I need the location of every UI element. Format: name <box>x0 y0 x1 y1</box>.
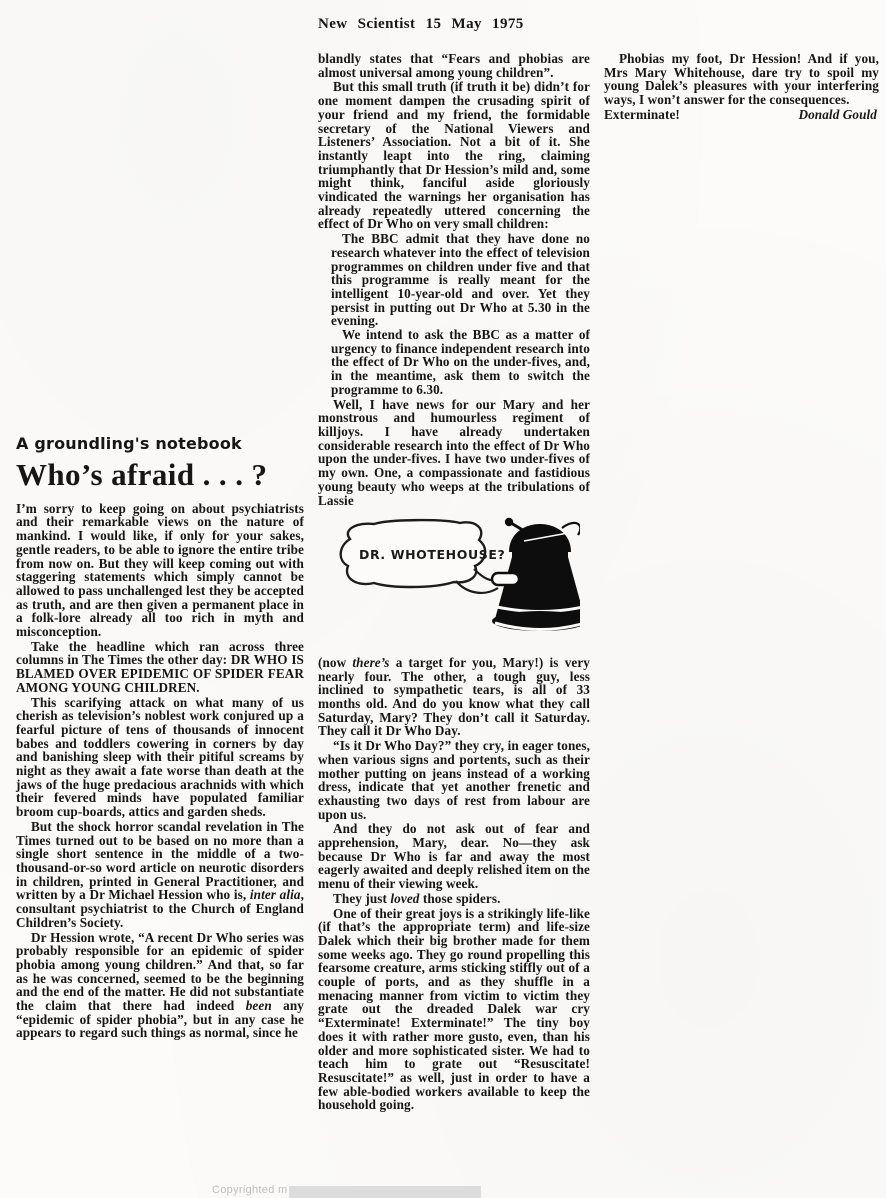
article-paragraph: Well, I have news for our Mary and her monstrous and humourless regiment of killjoys. I have already undertaken considerable research into the effect of Dr Who upon the under-fives. I have two under-fives of my own. One, a compassionate and fastidious young beauty who weeps at the tribulations of Lassie <box>318 396 590 508</box>
quote-paragraph: The BBC admit that they have done no research whatever into the effect of television programmes on children under five and that this programme is really meant for the intelligent 10-year-old and over. Yet they persist in putting out Dr Who at 5.30 in the evening. <box>331 231 590 329</box>
blockquote <box>331 232 590 396</box>
column-right <box>604 52 879 122</box>
article-paragraph: Take the headline which ran across three columns in The Times the other day: DR WHO IS BLAMED OVER EPIDEMIC OF SPIDER FEAR AMONG YOUNG CHILDREN. <box>16 638 304 695</box>
article-paragraph: But this small truth (if truth it be) didn’t for one moment dampen the crusading spirit of your friend and my friend, the formidable secretary of the National Viewers and Listeners’ Association. Not a bit of it. She instantly leapt into the ring, claiming triumphantly that Dr Hession’s mild and, some might think, fanciful aside gloriously vindicated the warnings her organisation has already repeatedly uttered concerning the effect of Dr Who on very small children: <box>318 79 590 232</box>
quote-paragraph: We intend to ask the BBC as a matter of urgency to finance independent research into the effect of Dr Who on the under-fives, and, in the meantime, ask them to switch the programme to 6.30. <box>331 327 590 397</box>
article-paragraph: And they do not ask out of fear and apprehension, Mary, dear. No—they ask because Dr Who is far and away the most eagerly awaited and deeply relished item on the menu of their viewing week. <box>318 821 590 892</box>
article-paragraph: One of their great joys is a strikingly life-like (if that’s the appropriate term) and life-size Dalek which their big brother made for them some weeks ago. They go round propelling this fearsome creature, arms sticking stiffly out of a couple of ports, and as they shuffle in a menacing manner from victim to victim they grate out the dreaded Dalek war cry “Exterminate! Exterminate!” The tiny boy does it with rather more gusto, even, than his older and more sophisticated sister. We had to teach him to grate out “Resuscitate! Resuscitate!” as well, just in order to have a few able-bodied workers available to keep the household going. <box>318 905 590 1113</box>
masthead: New Scientist 15 May 1975 <box>318 16 524 32</box>
speech-bubble-text: DR. WHOTEHOUSE? <box>359 547 506 563</box>
author-byline: Donald Gould <box>798 106 877 122</box>
article-paragraph: This scarifying attack on what many of us cherish as television’s noblest work conjured up a fearful picture of tens of thousands of innocent babes and toddlers cowering in corners by day and banishing sleep with their pitiful screams by night as they await a fate worse than death at the jaws of the huge predacious arachnids with which their fevered minds have populated familiar broom cup-boards, attics and garden sheds. <box>16 694 304 820</box>
article-paragraph: (now there’s a target for you, Mary!) is very nearly four. The other, a tough guy, less inclined to sympathetic tears, is all of 33 months old. And do you know what they call Saturday, Mary? They don’t call it Saturday. They call it Dr Who Day. <box>318 654 590 739</box>
dalek-eye <box>505 518 513 526</box>
copyright-watermark: Copyrighted m <box>212 1184 288 1196</box>
article-paragraph: blandly states that “Fears and phobias are almost universal among young children”. <box>318 51 590 80</box>
dalek-arm <box>492 573 519 585</box>
column-left <box>16 434 305 1041</box>
article-paragraph: I’m sorry to keep going on about psychiatrists and their remarkable views on the nature of mankind. I would like, if only for your sakes, gentle readers, to be able to ignore the entire tribe from now on. But they will keep coming out with staggering statements which simply cannot be allowed to pass unchallenged lest they be accepted as truth, and are then given a permanent place in a folk-lore already all too rich in myth and misconception. <box>16 500 304 640</box>
article-kicker: A groundling's notebook <box>16 434 242 453</box>
article-paragraph: Dr Hession wrote, “A recent Dr Who series was probably responsible for an epidemic of spider phobia among young children.” And that, so far as he was concerned, seemed to be the beginning and the end of the matter. He did not substantiate the claim that there had indeed been any “epidemic of spider phobia”, but in any case he appears to regard such things as normal, since he <box>16 929 305 1041</box>
sign-off-row <box>604 108 879 122</box>
article-paragraph: But the shock horror scandal revelation in The Times turned out to be based on no more than a single short sentence in the middle of a two-thousand-or-so word article on neurotic disorders in children, printed in General Practitioner, and written by a Dr Michael Hession who is, inter alia, consultant psychiatrist to the Church of England Children’s Society. <box>16 818 304 930</box>
dalek-cartoon-illustration <box>328 515 580 643</box>
dalek-cartoon <box>328 515 590 646</box>
article-paragraph: Phobias my foot, Dr Hession! And if you, Mrs Mary Whitehouse, dare try to spoil my young Dalek’s pleasures with your interfering ways, I won’t answer for the consequences. <box>604 51 879 108</box>
sign-off: Exterminate! <box>604 106 680 122</box>
article-paragraph: “Is it Dr Who Day?” they cry, in eager tones, when various signs and portents, such as their mother putting on jeans instead of a working dress, indicate that yet another frenetic and exhausting two days of rest from labour are upon us. <box>318 738 590 822</box>
article-headline: Who’s afraid . . . ? <box>16 456 268 492</box>
column-middle <box>318 52 590 1113</box>
article-paragraph: They just loved those spiders. <box>333 890 501 906</box>
footer-scan-artifact <box>289 1186 481 1198</box>
